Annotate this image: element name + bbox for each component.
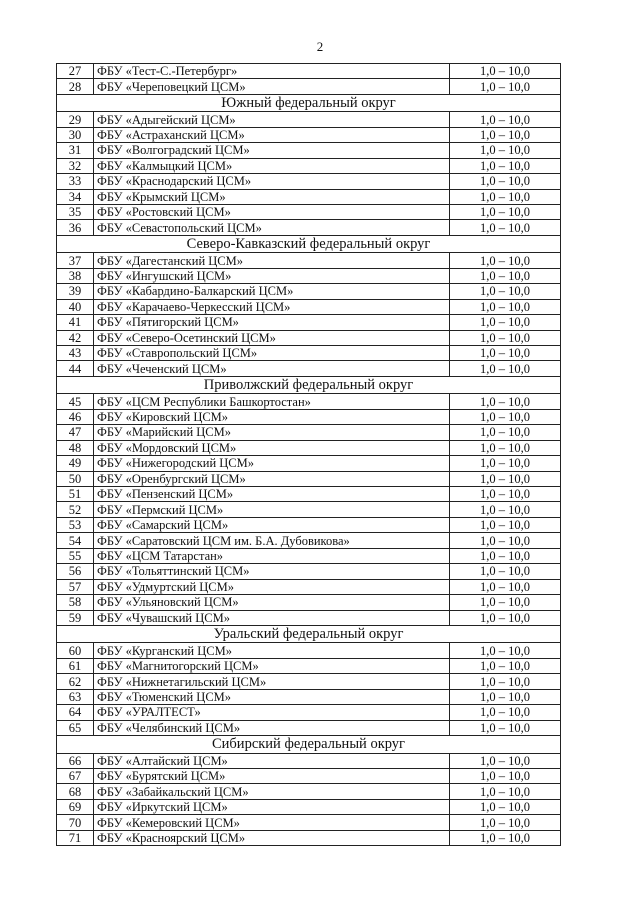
table-row (57, 425, 561, 440)
range-cell: 1,0 – 10,0 (450, 456, 561, 471)
table-row (57, 595, 561, 610)
row-number-cell: 61 (57, 658, 94, 673)
table-row (57, 720, 561, 735)
table-row (57, 487, 561, 502)
range-cell: 1,0 – 10,0 (450, 330, 561, 345)
table-row (57, 253, 561, 268)
row-number-cell: 51 (57, 487, 94, 502)
range-cell: 1,0 – 10,0 (450, 720, 561, 735)
range-cell: 1,0 – 10,0 (450, 205, 561, 220)
district-header-row (57, 625, 561, 643)
organization-name-cell: ФБУ «Красноярский ЦСМ» (94, 830, 450, 845)
table-row (57, 189, 561, 204)
row-number-cell: 67 (57, 769, 94, 784)
table-row (57, 174, 561, 189)
table-row (57, 440, 561, 455)
range-cell: 1,0 – 10,0 (450, 689, 561, 704)
district-title: Южный федеральный округ (57, 94, 561, 112)
range-cell: 1,0 – 10,0 (450, 284, 561, 299)
range-cell: 1,0 – 10,0 (450, 799, 561, 814)
table-row (57, 830, 561, 845)
organization-name-cell: ФБУ «Волгоградский ЦСМ» (94, 143, 450, 158)
organizations-table (56, 63, 561, 846)
organization-name-cell: ФБУ «Забайкальский ЦСМ» (94, 784, 450, 799)
range-cell: 1,0 – 10,0 (450, 502, 561, 517)
range-cell: 1,0 – 10,0 (450, 299, 561, 314)
range-cell: 1,0 – 10,0 (450, 674, 561, 689)
district-title: Сибирский федеральный округ (57, 736, 561, 754)
table-row (57, 643, 561, 658)
row-number-cell: 37 (57, 253, 94, 268)
organization-name-cell: ФБУ «УРАЛТЕСТ» (94, 705, 450, 720)
range-cell: 1,0 – 10,0 (450, 315, 561, 330)
organization-name-cell: ФБУ «Алтайский ЦСМ» (94, 753, 450, 768)
table-row (57, 284, 561, 299)
range-cell: 1,0 – 10,0 (450, 79, 561, 94)
organization-name-cell: ФБУ «Кабардино-Балкарский ЦСМ» (94, 284, 450, 299)
row-number-cell: 69 (57, 799, 94, 814)
table-row (57, 330, 561, 345)
organization-name-cell: ФБУ «Кемеровский ЦСМ» (94, 815, 450, 830)
organization-name-cell: ФБУ «Ростовский ЦСМ» (94, 205, 450, 220)
range-cell: 1,0 – 10,0 (450, 471, 561, 486)
table-row (57, 502, 561, 517)
range-cell: 1,0 – 10,0 (450, 64, 561, 79)
table-row (57, 517, 561, 532)
row-number-cell: 39 (57, 284, 94, 299)
range-cell: 1,0 – 10,0 (450, 533, 561, 548)
row-number-cell: 48 (57, 440, 94, 455)
table-row (57, 784, 561, 799)
table-row (57, 112, 561, 127)
table-row (57, 346, 561, 361)
row-number-cell: 28 (57, 79, 94, 94)
range-cell: 1,0 – 10,0 (450, 705, 561, 720)
row-number-cell: 57 (57, 579, 94, 594)
district-header-row (57, 736, 561, 754)
row-number-cell: 45 (57, 394, 94, 409)
organization-name-cell: ФБУ «Оренбургский ЦСМ» (94, 471, 450, 486)
row-number-cell: 56 (57, 564, 94, 579)
row-number-cell: 63 (57, 689, 94, 704)
range-cell: 1,0 – 10,0 (450, 346, 561, 361)
row-number-cell: 60 (57, 643, 94, 658)
range-cell: 1,0 – 10,0 (450, 394, 561, 409)
range-cell: 1,0 – 10,0 (450, 487, 561, 502)
table-row (57, 64, 561, 79)
range-cell: 1,0 – 10,0 (450, 658, 561, 673)
range-cell: 1,0 – 10,0 (450, 268, 561, 283)
table-row (57, 533, 561, 548)
row-number-cell: 35 (57, 205, 94, 220)
range-cell: 1,0 – 10,0 (450, 143, 561, 158)
organization-name-cell: ФБУ «Курганский ЦСМ» (94, 643, 450, 658)
organization-name-cell: ФБУ «Крымский ЦСМ» (94, 189, 450, 204)
row-number-cell: 42 (57, 330, 94, 345)
row-number-cell: 50 (57, 471, 94, 486)
organization-name-cell: ФБУ «Пятигорский ЦСМ» (94, 315, 450, 330)
table-row (57, 409, 561, 424)
row-number-cell: 68 (57, 784, 94, 799)
page-number: 2 (316, 39, 324, 54)
organization-name-cell: ФБУ «Тюменский ЦСМ» (94, 689, 450, 704)
range-cell: 1,0 – 10,0 (450, 830, 561, 845)
district-title: Северо-Кавказский федеральный округ (57, 235, 561, 253)
table-row (57, 268, 561, 283)
organization-name-cell: ФБУ «Астраханский ЦСМ» (94, 127, 450, 142)
organization-name-cell: ФБУ «ЦСМ Республики Башкортостан» (94, 394, 450, 409)
organization-name-cell: ФБУ «Адыгейский ЦСМ» (94, 112, 450, 127)
table-body (57, 64, 561, 846)
row-number-cell: 27 (57, 64, 94, 79)
row-number-cell: 43 (57, 346, 94, 361)
range-cell: 1,0 – 10,0 (450, 174, 561, 189)
organization-name-cell: ФБУ «Чеченский ЦСМ» (94, 361, 450, 376)
range-cell: 1,0 – 10,0 (450, 158, 561, 173)
range-cell: 1,0 – 10,0 (450, 361, 561, 376)
range-cell: 1,0 – 10,0 (450, 425, 561, 440)
organization-name-cell: ФБУ «Чувашский ЦСМ» (94, 610, 450, 625)
row-number-cell: 49 (57, 456, 94, 471)
district-title: Уральский федеральный округ (57, 625, 561, 643)
range-cell: 1,0 – 10,0 (450, 610, 561, 625)
range-cell: 1,0 – 10,0 (450, 564, 561, 579)
range-cell: 1,0 – 10,0 (450, 784, 561, 799)
organization-name-cell: ФБУ «Калмыцкий ЦСМ» (94, 158, 450, 173)
organization-name-cell: ФБУ «Челябинский ЦСМ» (94, 720, 450, 735)
range-cell: 1,0 – 10,0 (450, 548, 561, 563)
range-cell: 1,0 – 10,0 (450, 769, 561, 784)
organization-name-cell: ФБУ «Ингушский ЦСМ» (94, 268, 450, 283)
table-row (57, 143, 561, 158)
row-number-cell: 34 (57, 189, 94, 204)
table-row (57, 579, 561, 594)
range-cell: 1,0 – 10,0 (450, 579, 561, 594)
row-number-cell: 40 (57, 299, 94, 314)
organization-name-cell: ФБУ «Карачаево-Черкесский ЦСМ» (94, 299, 450, 314)
row-number-cell: 41 (57, 315, 94, 330)
organization-name-cell: ФБУ «Самарский ЦСМ» (94, 517, 450, 532)
table-row (57, 220, 561, 235)
row-number-cell: 47 (57, 425, 94, 440)
organization-name-cell: ФБУ «Тест-С.-Петербург» (94, 64, 450, 79)
organization-name-cell: ФБУ «Нижнетагильский ЦСМ» (94, 674, 450, 689)
table-row (57, 705, 561, 720)
organization-name-cell: ФБУ «Пермский ЦСМ» (94, 502, 450, 517)
organization-name-cell: ФБУ «Севастопольский ЦСМ» (94, 220, 450, 235)
table-row (57, 548, 561, 563)
table-row (57, 658, 561, 673)
table-row (57, 753, 561, 768)
table-row (57, 361, 561, 376)
row-number-cell: 33 (57, 174, 94, 189)
row-number-cell: 32 (57, 158, 94, 173)
range-cell: 1,0 – 10,0 (450, 189, 561, 204)
organization-name-cell: ФБУ «Удмуртский ЦСМ» (94, 579, 450, 594)
row-number-cell: 46 (57, 409, 94, 424)
range-cell: 1,0 – 10,0 (450, 595, 561, 610)
table-row (57, 564, 561, 579)
row-number-cell: 70 (57, 815, 94, 830)
organization-name-cell: ФБУ «Нижегородский ЦСМ» (94, 456, 450, 471)
table-row (57, 127, 561, 142)
organization-name-cell: ФБУ «Иркутский ЦСМ» (94, 799, 450, 814)
table-row (57, 456, 561, 471)
table-row (57, 674, 561, 689)
row-number-cell: 29 (57, 112, 94, 127)
table-row (57, 158, 561, 173)
table-row (57, 394, 561, 409)
table-row (57, 315, 561, 330)
organization-name-cell: ФБУ «Тольяттинский ЦСМ» (94, 564, 450, 579)
table-row (57, 610, 561, 625)
district-header-row (57, 376, 561, 394)
organization-name-cell: ФБУ «Дагестанский ЦСМ» (94, 253, 450, 268)
organization-name-cell: ФБУ «Краснодарский ЦСМ» (94, 174, 450, 189)
table-row (57, 799, 561, 814)
organization-name-cell: ФБУ «Саратовский ЦСМ им. Б.А. Дубовикова» (94, 533, 450, 548)
range-cell: 1,0 – 10,0 (450, 440, 561, 455)
organization-name-cell: ФБУ «Ставропольский ЦСМ» (94, 346, 450, 361)
row-number-cell: 52 (57, 502, 94, 517)
organization-name-cell: ФБУ «Бурятский ЦСМ» (94, 769, 450, 784)
row-number-cell: 59 (57, 610, 94, 625)
range-cell: 1,0 – 10,0 (450, 643, 561, 658)
table-row (57, 205, 561, 220)
range-cell: 1,0 – 10,0 (450, 815, 561, 830)
row-number-cell: 71 (57, 830, 94, 845)
table-row (57, 769, 561, 784)
organization-name-cell: ФБУ «Кировский ЦСМ» (94, 409, 450, 424)
table-row (57, 815, 561, 830)
organization-name-cell: ФБУ «Череповецкий ЦСМ» (94, 79, 450, 94)
row-number-cell: 65 (57, 720, 94, 735)
organization-name-cell: ФБУ «Северо-Осетинский ЦСМ» (94, 330, 450, 345)
row-number-cell: 38 (57, 268, 94, 283)
range-cell: 1,0 – 10,0 (450, 753, 561, 768)
organization-name-cell: ФБУ «Пензенский ЦСМ» (94, 487, 450, 502)
row-number-cell: 44 (57, 361, 94, 376)
range-cell: 1,0 – 10,0 (450, 253, 561, 268)
table-row (57, 689, 561, 704)
row-number-cell: 31 (57, 143, 94, 158)
district-title: Приволжский федеральный округ (57, 376, 561, 394)
district-header-row (57, 94, 561, 112)
organization-name-cell: ФБУ «Марийский ЦСМ» (94, 425, 450, 440)
row-number-cell: 58 (57, 595, 94, 610)
range-cell: 1,0 – 10,0 (450, 127, 561, 142)
row-number-cell: 53 (57, 517, 94, 532)
range-cell: 1,0 – 10,0 (450, 112, 561, 127)
organization-name-cell: ФБУ «Ульяновский ЦСМ» (94, 595, 450, 610)
range-cell: 1,0 – 10,0 (450, 220, 561, 235)
row-number-cell: 64 (57, 705, 94, 720)
table-row (57, 79, 561, 94)
row-number-cell: 62 (57, 674, 94, 689)
row-number-cell: 66 (57, 753, 94, 768)
table-row (57, 299, 561, 314)
district-header-row (57, 235, 561, 253)
organization-name-cell: ФБУ «Магнитогорский ЦСМ» (94, 658, 450, 673)
row-number-cell: 54 (57, 533, 94, 548)
row-number-cell: 30 (57, 127, 94, 142)
range-cell: 1,0 – 10,0 (450, 409, 561, 424)
range-cell: 1,0 – 10,0 (450, 517, 561, 532)
row-number-cell: 55 (57, 548, 94, 563)
row-number-cell: 36 (57, 220, 94, 235)
organization-name-cell: ФБУ «Мордовский ЦСМ» (94, 440, 450, 455)
table-row (57, 471, 561, 486)
organization-name-cell: ФБУ «ЦСМ Татарстан» (94, 548, 450, 563)
